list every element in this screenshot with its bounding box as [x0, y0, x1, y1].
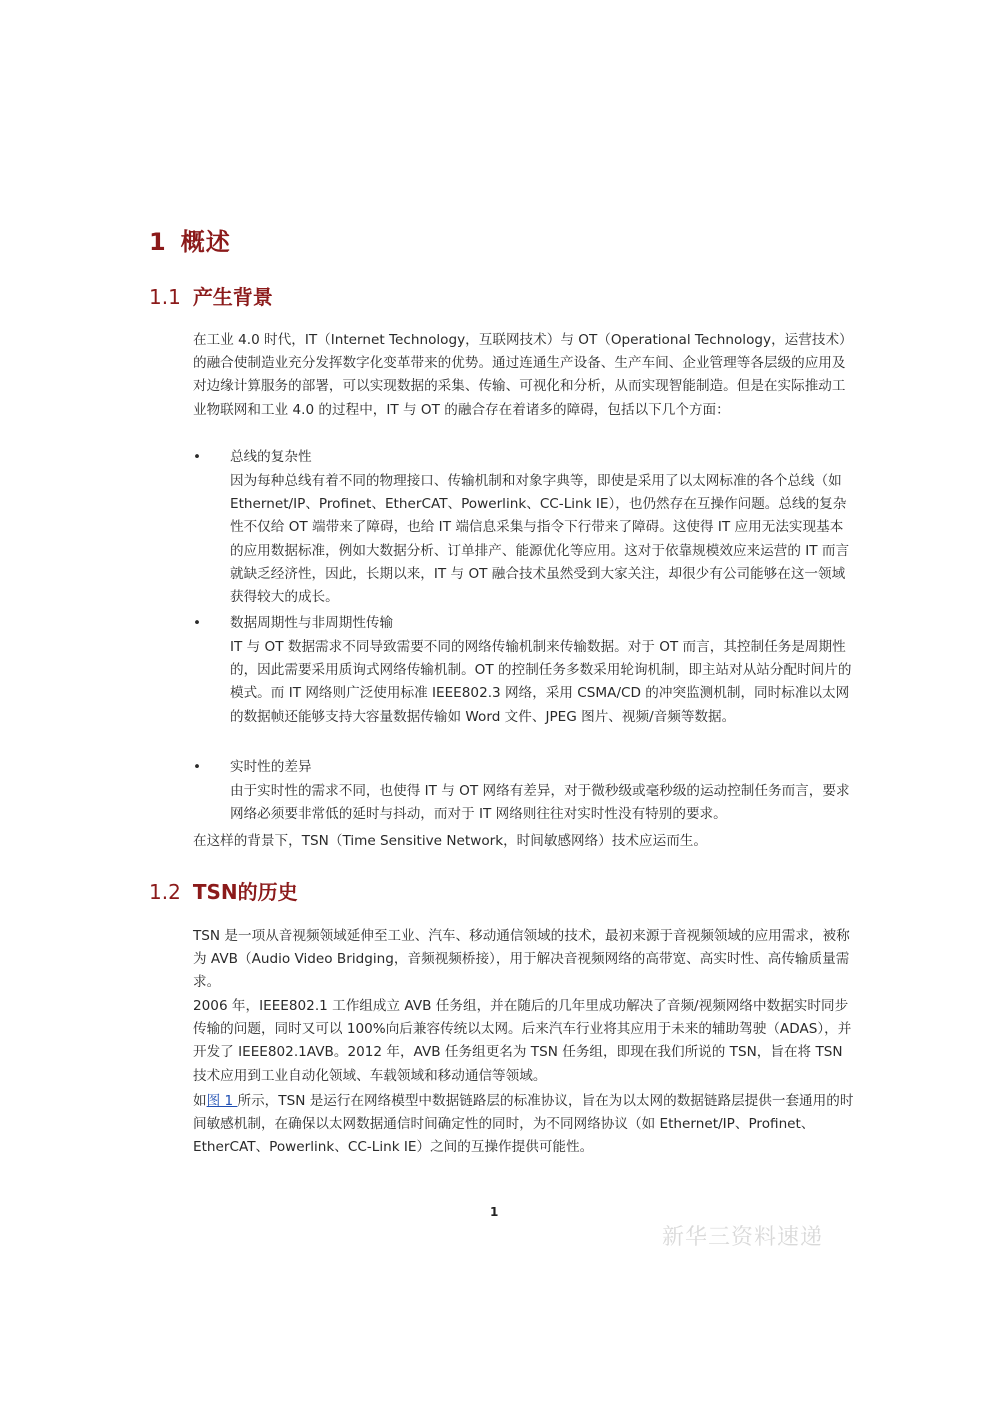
page-number: 1 [490, 1205, 499, 1219]
watermark-text: 新华三资料速递 [662, 1225, 824, 1250]
bullet-symbol: • [193, 615, 202, 631]
bullet-label: 实时性的差异 [230, 759, 312, 775]
history-paragraph: 2006 年，IEEE802.1 工作组成立 AVB 任务组，并在随后的几年里成功解决了音频/视频网络中数据实时同步传输的问题，同时又可以 100%向后兼容传统以太网。后来汽车行业将其应用于未来的辅助驾驶（ADAS），并开发了 IEEE802.1AVB。2012 年，AVB 任务组更名为 TSN 任务组，即现在我们所说的 TSN，旨在将 TSN 技术应用到工业自动化领域、车载领域和移动通信等领域。 [193, 998, 852, 1084]
bullet-symbol: • [193, 759, 202, 775]
chapter-title: 概述 [180, 228, 231, 256]
bullet-symbol: • [193, 449, 202, 465]
para-text: 所示，TSN 是运行在网络模型中数据链路层的标准协议，旨在为以太网的数据链路层提供一套通用的时间敏感机制，在确保以太网数据通信时间确定性的同时，为不同网络协议（如 Ethernet/IP、Profinet、EtherCAT、Powerlink、CC-Link IE）之间的互操作提供可能性。 [193, 1093, 854, 1156]
bullet-body: IT 与 OT 数据需求不同导致需要不同的网络传输机制来传输数据。对于 OT 而言，其控制任务是周期性的，因此需要采用质询式网络传输机制。OT 的控制任务多数采用轮询机制，即主站对从站分配时间片的模式。而 IT 网络则广泛使用标准 IEEE802.3 网络，采用 CSMA/CD 的冲突监测机制，同时标准以太网的数据帧还能够支持大容量数据传输如 Word 文件、JPEG 图片、视频/音频等数据。 [230, 639, 852, 725]
section-number: 1.1 [149, 285, 181, 309]
section-title: 产生背景 [192, 285, 273, 309]
section-title: TSN的历史 [192, 880, 298, 904]
section-number: 1.2 [149, 880, 181, 904]
section-heading-1-1 [149, 281, 273, 310]
para-prefix: 如 [193, 1093, 207, 1109]
figure-1-link[interactable]: 图 1 [206, 1093, 238, 1109]
bullet-body: 由于实时性的需求不同，也使得 IT 与 OT 网络有差异，对于微秒级或毫秒级的运动控制任务而言，要求网络必须要非常低的延时与抖动，而对于 IT 网络则往往对实时性没有特别的要求。 [230, 783, 850, 823]
chapter-number: 1 [149, 228, 167, 256]
figure-reference-paragraph [193, 1090, 855, 1160]
intro-paragraph: 在工业 4.0 时代，IT（Internet Technology，互联网技术）与 OT（Operational Technology，运营技术）的融合使制造业充分发挥数字化变革带来的优势。通过连通生产设备、生产车间、企业管理等各层级的应用及对边缘计算服务的部署，可以实现数据的采集、传输、可视化和分析，从而实现智能制造。但是在实际推动工业物联网和工业 4.0 的过程中，IT 与 OT 的融合存在着诸多的障碍，包括以下几个方面： [193, 332, 853, 418]
history-paragraph: TSN 是一项从音视频领域延伸至工业、汽车、移动通信领域的技术，最初来源于音视频领域的应用需求，被称为 AVB（Audio Video Bridging，音频视频桥接），用于解决音视频网络的高带宽、高实时性、高传输质量需求。 [193, 928, 850, 991]
bullet-body: 因为每种总线有着不同的物理接口、传输机制和对象字典等，即使是采用了以太网标准的各个总线（如 Ethernet/IP、Profinet、EtherCAT、Powerlink、CC-Link IE），也仍然存在互操作问题。总线的复杂性不仅给 OT 端带来了障碍，也给 IT 端信息采集与指令下行带来了障碍。这使得 IT 应用无法实现基本的应用数据标准，例如大数据分析、订单排产、能源优化等应用。这对于依靠规模效应来运营的 IT 而言就缺乏经济性，因此，长期以来，IT 与 OT 融合技术虽然受到大家关注，却很少有公司能够在这一领域获得较大的成长。 [230, 473, 850, 606]
chapter-heading [149, 222, 231, 257]
closing-paragraph: 在这样的背景下，TSN（Time Sensitive Network，时间敏感网络）技术应运而生。 [193, 833, 707, 849]
bullet-label: 数据周期性与非周期性传输 [230, 615, 394, 631]
bullet-label: 总线的复杂性 [230, 449, 312, 465]
section-heading-1-2 [149, 876, 298, 905]
